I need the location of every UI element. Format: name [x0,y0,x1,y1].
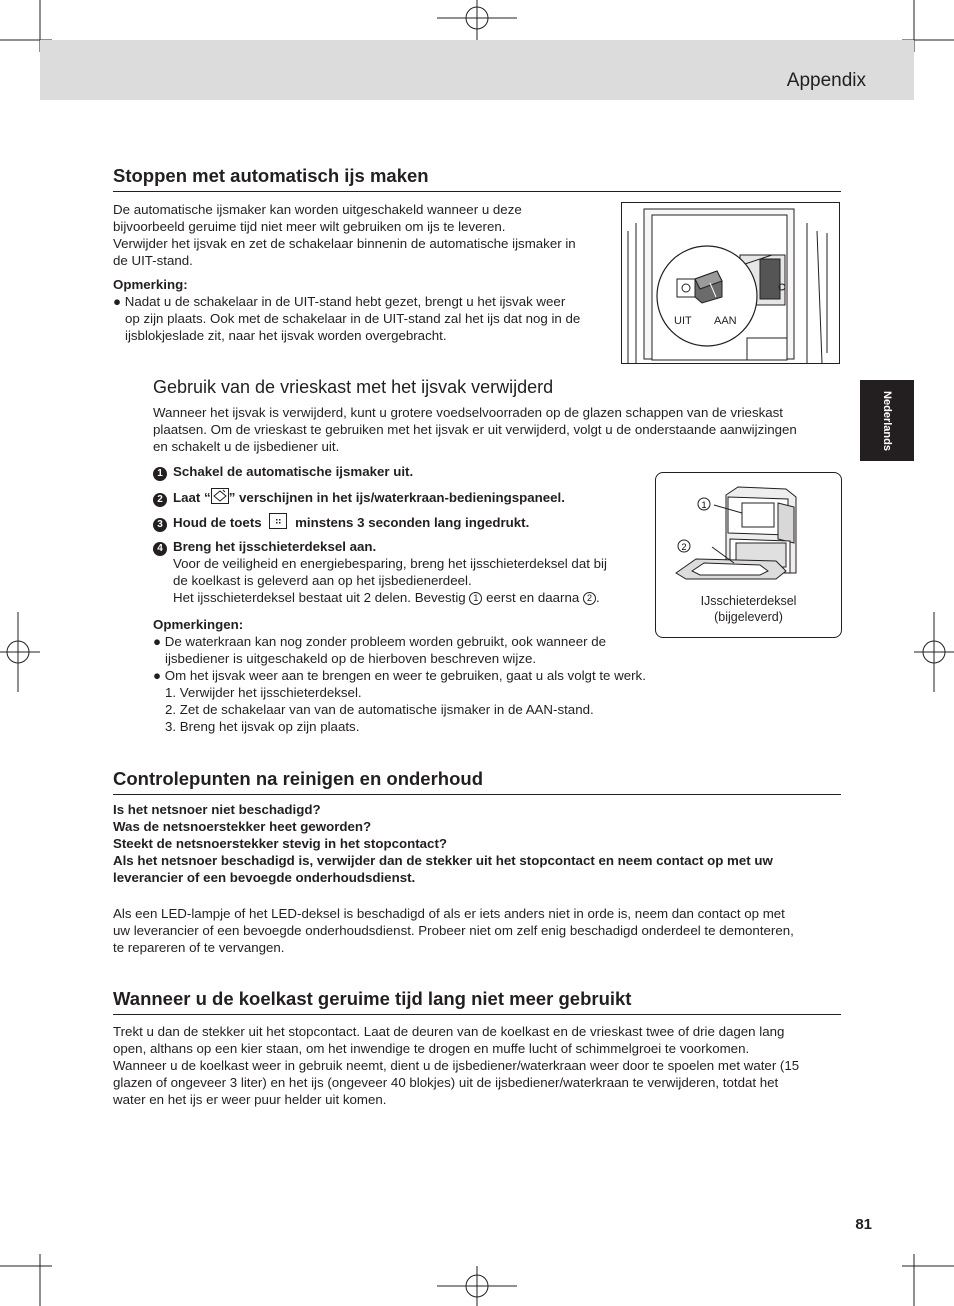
page-number: 81 [855,1216,872,1233]
intro-line: bijvoorbeeld geruime tijd niet meer wilt gebruiken om ijs te leveren. [113,219,506,234]
step-4 [153,538,376,556]
step-number: 3 [153,518,167,532]
note-line: 2. Zet de schakelaar van van de automatische ijsmaker in de AAN-stand. [165,702,594,717]
note-title: Opmerking: [113,277,188,292]
notes-title: Opmerkingen: [153,617,244,632]
check-line: Was de netsnoerstekker heet geworden? [113,819,372,834]
section4-heading: Wanneer u de koelkast geruime tijd lang niet meer gebruikt [113,988,841,1015]
section-title: Appendix [786,70,866,91]
step-text-before: Laat “ [173,490,211,505]
section2-intro [153,404,853,455]
figure-caption [656,593,841,625]
switch-off-label: UIT [674,315,692,327]
intro-line: Verwijder het ijsvak en zet de schakelaar binnenin de automatische ijsmaker in [113,236,576,251]
para-line: open, althans op een kier staan, om het inwendige te drogen en muffe lucht of schimmelgroei te voorkomen. [113,1041,750,1056]
text: eerst en daarna [486,590,580,605]
step-3 [153,513,529,532]
para-line: water en het ijs er weer puur helder uit komen. [113,1092,387,1107]
intro-line: de UIT-stand. [113,253,193,268]
step-number: 2 [153,493,167,507]
intro-line: en schakelt u de ijsbediener uit. [153,439,340,454]
detail-line: Voor de veiligheid en energiebesparing, breng het ijsschieterdeksel dat bij [173,556,607,571]
para-line: te repareren of te vervangen. [113,940,285,955]
header-banner [40,40,914,100]
detail-line [173,589,653,606]
note-line: ● De waterkraan kan nog zonder probleem worden gebruikt, ook wanneer de [153,634,607,649]
callout-2 [678,540,690,552]
callout-1 [698,498,710,510]
check-line: Is het netsnoer niet beschadigd? [113,802,321,817]
note-line: ● Om het ijsvak weer aan te brengen en weer te gebruiken, gaat u als volgt te werk. [153,668,646,683]
section3-checklist [113,801,843,886]
callout-number: 2 [681,542,687,552]
step-text-before: Houd de toets [173,515,262,530]
intro-line: plaatsen. Om de vrieskast te gebruiken met het ijsvak er uit verwijderd, volgt u de onderstaande aanwijzingen [153,422,797,437]
para-line: Als een LED-lampje of het LED-deksel is beschadigd of als er iets anders niet in orde is, neem dan contact op met [113,906,785,921]
note-line: ● Nadat u de schakelaar in de UIT-stand hebt gezet, brengt u het ijsvak weer [113,294,566,309]
section2-heading: Gebruik van de vrieskast met het ijsvak verwijderd [153,377,554,397]
step-4-detail [173,555,653,606]
note-line: 3. Breng het ijsvak op zijn plaats. [165,719,360,734]
lock-key-icon [269,513,287,529]
switch-on-label: AAN [714,315,737,327]
para-line: Trekt u dan de stekker uit het stopcontact. Laat de deuren van de koelkast en de vrieskast twee of drie dagen lang [113,1024,785,1039]
note-line: op zijn plaats. Ook met de schakelaar in de UIT-stand zal het ijs dat nog in de [125,311,581,326]
intro-line: De automatische ijsmaker kan worden uitgeschakeld wanneer u deze [113,202,522,217]
language-tab [860,380,914,461]
para-line: glazen of ongeveer 3 liter) en het ijs (ongeveer 40 blokjes) uit de ijsbediener/waterkraan te verwijderen, totdat het [113,1075,779,1090]
section1-heading: Stoppen met automatisch ijs maken [113,165,841,192]
text: . [595,590,600,605]
caption-line: IJsschieterdeksel [700,594,797,608]
caption-line: (bijgeleverd) [714,610,783,624]
note-line: ijsbediener is uitgeschakeld op de hierboven beschreven wijze. [165,651,537,666]
section3-heading: Controlepunten na reinigen en onderhoud [113,768,841,795]
section2-notes [153,616,693,735]
ice-chute-cover-illustration [656,473,841,593]
ice-off-icon [211,488,229,504]
intro-line: Wanneer het ijsvak is verwijderd, kunt u grotere voedselvoorraden op de glazen schappen van de vrieskast [153,405,783,420]
check-line: leverancier of een bevoegde onderhoudsdienst. [113,870,416,885]
step-text-after: minstens 3 seconden lang ingedrukt. [295,515,530,530]
ice-maker-switch-figure [621,202,840,364]
section1-intro [113,201,618,344]
step-number: 4 [153,542,167,556]
para-line: uw leverancier of een bevoegde onderhoudsdienst. Probeer niet om zelf enig beschadigd onderdeel te demonteren, [113,923,794,938]
step-text: Schakel de automatische ijsmaker uit. [173,464,414,479]
circled-number: 2 [583,592,596,605]
language-tab-label: Nederlands [881,390,893,451]
check-line: Steekt de netsnoerstekker stevig in het stopcontact? [113,836,447,851]
ice-maker-switch-illustration [622,203,839,363]
note-line: 1. Verwijder het ijsschieterdeksel. [165,685,362,700]
text: Het ijsschieterdeksel bestaat uit 2 delen. Bevestig [173,590,466,605]
check-line: Als het netsnoer beschadigd is, verwijder dan de stekker uit het stopcontact en neem contact op met uw [113,853,773,868]
detail-line: de koelkast is geleverd aan op het ijsbedienerdeel. [173,573,472,588]
callout-number: 1 [701,500,707,510]
step-2 [153,488,565,507]
step-number: 1 [153,467,167,481]
note-line: ijsblokjeslade zit, naar het ijsvak worden overgebracht. [125,328,447,343]
step-text-after: ” verschijnen in het ijs/waterkraan-bedieningspaneel. [228,490,565,505]
section4-paragraph [113,1023,851,1108]
section3-paragraph [113,905,848,956]
circled-number: 1 [469,592,482,605]
step-1 [153,463,413,481]
para-line: Wanneer u de koelkast weer in gebruik neemt, dient u de ijsbediener/waterkraan weer door te spoelen met water (15 [113,1058,800,1073]
ice-chute-cover-figure [655,472,842,638]
step-text: Breng het ijsschieterdeksel aan. [173,539,377,554]
